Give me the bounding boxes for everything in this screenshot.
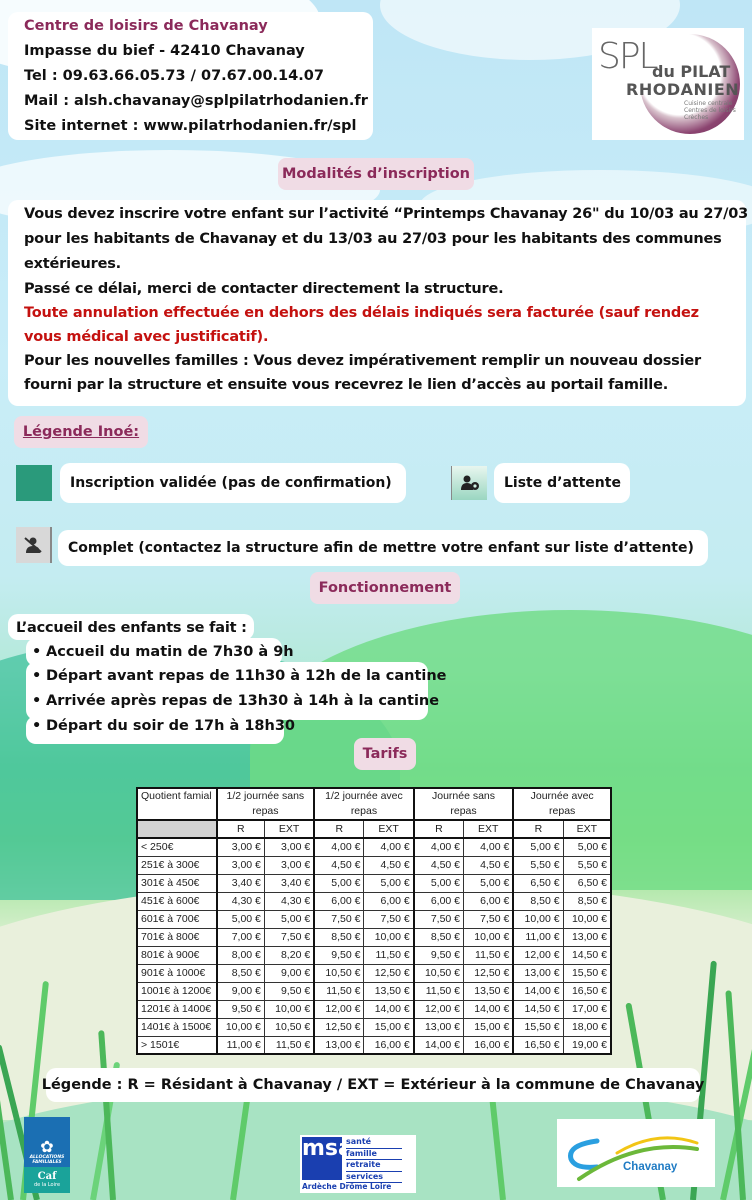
logo-sub: Cuisine centrale [684, 100, 733, 107]
header-sub: EXT [464, 820, 514, 838]
header-group: Journée sans repas [414, 788, 514, 820]
quotient-cell: 801€ à 900€ [137, 946, 217, 964]
price-cell: 6,50 € [563, 874, 611, 892]
price-cell: 16,00 € [364, 1036, 414, 1054]
price-cell: 9,00 € [217, 982, 265, 1000]
quotient-cell: 901€ à 1000€ [137, 964, 217, 982]
price-cell: 10,00 € [513, 910, 563, 928]
price-cell: 14,50 € [513, 1000, 563, 1018]
price-cell: 14,00 € [464, 1000, 514, 1018]
price-cell: 13,00 € [563, 928, 611, 946]
logo-mark: SPL [598, 36, 657, 77]
price-cell: 6,00 € [464, 892, 514, 910]
price-cell: 5,00 € [264, 910, 314, 928]
price-cell: 10,00 € [364, 928, 414, 946]
price-cell: 4,50 € [314, 856, 364, 874]
price-cell: 5,00 € [217, 910, 265, 928]
price-cell: 11,50 € [264, 1036, 314, 1054]
price-cell: 3,40 € [264, 874, 314, 892]
price-cell: 15,00 € [464, 1018, 514, 1036]
cancellation-warning: Toute annulation effectuée en dehors des délais indiqués sera facturée (sauf rendez [24, 305, 699, 321]
tarif-row [137, 1018, 611, 1036]
price-cell: 14,50 € [563, 946, 611, 964]
price-cell: 7,50 € [314, 910, 364, 928]
legend-validated-label: Inscription validée (pas de confirmation) [60, 463, 406, 503]
header-sub: EXT [364, 820, 414, 838]
price-cell: 12,00 € [513, 946, 563, 964]
price-cell: 12,00 € [314, 1000, 364, 1018]
caf-logo: ✿ ALLOCATIONS FAMILIALES Caf de la Loire [24, 1117, 70, 1193]
header-quotient: Quotient famial [137, 788, 217, 820]
price-cell: 13,00 € [314, 1036, 364, 1054]
quotient-cell: 251€ à 300€ [137, 856, 217, 874]
tarif-row [137, 1036, 611, 1054]
schedule-item: • Accueil du matin de 7h30 à 9h [46, 644, 294, 660]
legend-full-label: Complet (contactez la structure afin de mettre votre enfant sur liste d’attente) [58, 530, 708, 566]
address: Impasse du bief - 42410 Chavanay [24, 43, 305, 59]
quotient-cell: 601€ à 700€ [137, 910, 217, 928]
chavanay-name: Chavanay [623, 1161, 678, 1173]
price-cell: 5,00 € [314, 874, 364, 892]
price-cell: 13,00 € [414, 1018, 464, 1036]
price-cell: 10,50 € [314, 964, 364, 982]
tarifs-table [136, 787, 612, 1055]
schedule-item: • Arrivée après repas de 13h30 à 14h à la cantine [46, 693, 439, 709]
centre-title: Centre de loisirs de Chavanay [24, 18, 268, 34]
price-cell: 13,00 € [513, 964, 563, 982]
price-cell: 14,00 € [414, 1036, 464, 1054]
price-cell: 15,50 € [563, 964, 611, 982]
price-cell: 7,00 € [217, 928, 265, 946]
price-cell: 9,50 € [414, 946, 464, 964]
price-cell: 10,00 € [563, 910, 611, 928]
price-cell: 16,50 € [563, 982, 611, 1000]
logo-sub: Centres de loisirs [684, 107, 736, 114]
price-cell: 5,50 € [513, 856, 563, 874]
tarif-row [137, 892, 611, 910]
price-cell: 9,50 € [314, 946, 364, 964]
price-cell: 5,00 € [513, 838, 563, 856]
price-cell: 3,00 € [217, 838, 265, 856]
price-cell: 4,50 € [364, 856, 414, 874]
price-cell: 12,50 € [314, 1018, 364, 1036]
quotient-cell: 301€ à 450€ [137, 874, 217, 892]
contact-block [8, 12, 373, 140]
price-cell: 4,00 € [314, 838, 364, 856]
price-cell: 5,00 € [364, 874, 414, 892]
price-cell: 3,40 € [217, 874, 265, 892]
tarif-row [137, 964, 611, 982]
tarifs-heading: Tarifs [354, 738, 416, 770]
price-cell: 12,50 € [464, 964, 514, 982]
price-cell: 10,50 € [264, 1018, 314, 1036]
price-cell: 12,00 € [414, 1000, 464, 1018]
price-cell: 5,00 € [563, 838, 611, 856]
inscription-line: extérieures. [24, 256, 121, 272]
price-cell: 6,00 € [314, 892, 364, 910]
price-cell: 9,50 € [264, 982, 314, 1000]
inscription-block [8, 200, 749, 406]
tarifs-legend: Légende : R = Résidant à Chavanay / EXT = Extérieur à la commune de Chavanay [46, 1068, 700, 1102]
price-cell: 15,50 € [513, 1018, 563, 1036]
header-sub: R [217, 820, 265, 838]
price-cell: 14,00 € [513, 982, 563, 1000]
inscription-line: Passé ce délai, merci de contacter directement la structure. [24, 281, 504, 297]
price-cell: 9,50 € [217, 1000, 265, 1018]
price-cell: 6,00 € [364, 892, 414, 910]
header-group: 1/2 journée sans repas [217, 788, 315, 820]
header-group: 1/2 journée avec repas [314, 788, 414, 820]
logo-sub: Crèches [684, 114, 709, 121]
price-cell: 10,00 € [217, 1018, 265, 1036]
price-cell: 8,50 € [513, 892, 563, 910]
tarif-row [137, 910, 611, 928]
quotient-cell: 1001€ à 1200€ [137, 982, 217, 1000]
tarif-row [137, 982, 611, 1000]
price-cell: 6,00 € [414, 892, 464, 910]
price-cell: 8,50 € [563, 892, 611, 910]
phone: Tel : 09.63.66.05.73 / 07.67.00.14.07 [24, 68, 324, 84]
price-cell: 11,50 € [364, 946, 414, 964]
header-sub: R [513, 820, 563, 838]
price-cell: 12,50 € [364, 964, 414, 982]
logo-line1: du PILAT [652, 62, 731, 81]
header-sub: R [314, 820, 364, 838]
price-cell: 5,00 € [464, 874, 514, 892]
tarif-row [137, 874, 611, 892]
waiting-list-icon [451, 466, 487, 500]
tarif-row [137, 928, 611, 946]
legend-waiting-label: Liste d’attente [494, 463, 630, 503]
price-cell: 4,30 € [264, 892, 314, 910]
quotient-cell: 1401€ à 1500€ [137, 1018, 217, 1036]
price-cell: 8,00 € [217, 946, 265, 964]
header-sub: R [414, 820, 464, 838]
tarif-row [137, 856, 611, 874]
price-cell: 4,50 € [464, 856, 514, 874]
price-cell: 8,50 € [414, 928, 464, 946]
price-cell: 4,00 € [464, 838, 514, 856]
price-cell: 13,50 € [364, 982, 414, 1000]
email: Mail : alsh.chavanay@splpilatrhodanien.fr [24, 93, 368, 109]
price-cell: 8,20 € [264, 946, 314, 964]
tarif-row [137, 946, 611, 964]
price-cell: 11,00 € [513, 928, 563, 946]
fonctionnement-intro: L’accueil des enfants se fait : [16, 620, 247, 636]
price-cell: 11,50 € [464, 946, 514, 964]
header-sub: EXT [264, 820, 314, 838]
fonctionnement-heading: Fonctionnement [310, 572, 460, 604]
inscription-heading: Modalités d’inscription [278, 158, 474, 190]
price-cell: 16,50 € [513, 1036, 563, 1054]
price-cell: 5,50 € [563, 856, 611, 874]
quotient-cell: 701€ à 800€ [137, 928, 217, 946]
price-cell: 11,50 € [414, 982, 464, 1000]
price-cell: 3,00 € [217, 856, 265, 874]
schedule-item: • Départ avant repas de 11h30 à 12h de la cantine [46, 668, 447, 684]
price-cell: 13,50 € [464, 982, 514, 1000]
price-cell: 7,50 € [464, 910, 514, 928]
quotient-cell: 1201€ à 1400€ [137, 1000, 217, 1018]
price-cell: 4,50 € [414, 856, 464, 874]
price-cell: 9,00 € [264, 964, 314, 982]
price-cell: 3,00 € [264, 838, 314, 856]
quotient-cell: > 1501€ [137, 1036, 217, 1054]
new-family-note: fourni par la structure et ensuite vous recevrez le lien d’accès au portail famille. [24, 377, 669, 393]
price-cell: 6,50 € [513, 874, 563, 892]
price-cell: 10,00 € [464, 928, 514, 946]
chavanay-logo [557, 1119, 715, 1187]
family-icon: ✿ [40, 1137, 54, 1156]
price-cell: 11,00 € [217, 1036, 265, 1054]
price-cell: 15,00 € [364, 1018, 414, 1036]
schedule-item: • Départ du soir de 17h à 18h30 [46, 718, 295, 734]
chavanay-swoosh-icon [557, 1119, 715, 1187]
header-blank [137, 820, 217, 838]
new-family-note: Pour les nouvelles familles : Vous devez impérativement remplir un nouveau dossier [24, 353, 701, 369]
price-cell: 7,50 € [364, 910, 414, 928]
price-cell: 7,50 € [414, 910, 464, 928]
price-cell: 4,00 € [414, 838, 464, 856]
quotient-cell: 451€ à 600€ [137, 892, 217, 910]
cancellation-warning: vous médical avec justificatif). [24, 329, 269, 345]
header-group: Journée avec repas [513, 788, 611, 820]
inscription-line: pour les habitants de Chavanay et du 13/03 au 27/03 pour les habitants des communes [24, 231, 722, 247]
spl-pilat-rhodanien-logo [592, 28, 744, 140]
website: Site internet : www.pilatrhodanien.fr/spl [24, 118, 357, 134]
full-icon [16, 527, 52, 563]
price-cell: 16,00 € [464, 1036, 514, 1054]
msa-logo: msa santé famille retraite services Ardèche Drôme Loire [300, 1135, 416, 1193]
validated-swatch-icon [16, 465, 52, 501]
header-sub: EXT [563, 820, 611, 838]
tarif-row [137, 838, 611, 856]
price-cell: 14,00 € [364, 1000, 414, 1018]
user-slash-icon [23, 536, 43, 554]
user-clock-icon [460, 475, 480, 491]
tarif-row [137, 1000, 611, 1018]
price-cell: 17,00 € [563, 1000, 611, 1018]
msa-mark: msa [302, 1137, 342, 1180]
logo-line2: RHODANIEN [626, 80, 740, 99]
price-cell: 11,50 € [314, 982, 364, 1000]
price-cell: 10,00 € [264, 1000, 314, 1018]
price-cell: 8,50 € [217, 964, 265, 982]
quotient-cell: < 250€ [137, 838, 217, 856]
legend-title: Légende Inoé: [14, 416, 148, 448]
price-cell: 5,00 € [414, 874, 464, 892]
inscription-line: Vous devez inscrire votre enfant sur l’activité “Printemps Chavanay 26" du 10/03 au 27/03 [24, 206, 749, 222]
price-cell: 18,00 € [563, 1018, 611, 1036]
price-cell: 4,30 € [217, 892, 265, 910]
price-cell: 10,50 € [414, 964, 464, 982]
price-cell: 3,00 € [264, 856, 314, 874]
price-cell: 19,00 € [563, 1036, 611, 1054]
price-cell: 4,00 € [364, 838, 414, 856]
price-cell: 7,50 € [264, 928, 314, 946]
price-cell: 8,50 € [314, 928, 364, 946]
